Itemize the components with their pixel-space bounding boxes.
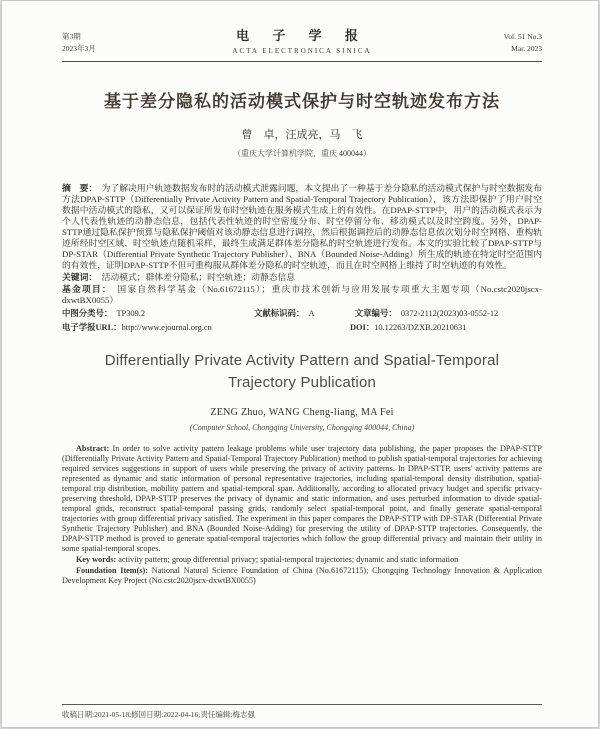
journal-name-cn: 电 子 学 报 — [236, 28, 368, 43]
authors-en: ZENG Zhuo, WANG Cheng-liang, MA Fei — [210, 406, 394, 418]
foundation-label-en: Foundation Item(s): — [76, 565, 152, 575]
url-doi-row — [62, 322, 542, 334]
journal-name-en: ACTA ELECTRONICA SINICA — [232, 47, 372, 55]
article-id-item — [355, 308, 542, 320]
clc-value: TP309.2 — [116, 309, 146, 318]
journal-url-item — [62, 322, 350, 334]
keywords-en — [62, 555, 542, 565]
abstract-text-cn: 为了解决用户轨迹数据发布时的活动模式泄露问题，本文提出了一种基于差分隐私的活动模式保护与时空数据发布方法DPAP-STTP（Differentially Private Activity Pattern and Spatial-Temporal Trajectory Publication），该方法即保护了用户时空数据中活动模式的隐私，又可以保证所发布时空轨迹在服务模式生成上的有效性。在DPAP-STTP中，用户的活动模式表示为个人代表性轨迹的动静态信息，包括代表性轨迹的时空密度分布、时空停留分布、移动模式以及时空跨度。另外，DPAP-STTP通过隐私保护预算与隐私保护阈值对该动静态信息进行调控，然后根据调控后的动静态信息依次划分时空网格、重构轨迹所经时空区域、时空轨迹点随机采样，最终生成满足群体差分隐私的时空轨迹进行发布。本文的实验比较了DPAP-STTP与DP-STAR（Differential Private Synthetic Trajectory Publisher）、BNA（Bounded Noise-Adding）所生成的轨迹在特定时空范围内的有效性，证明DPAP-STTP不但可重构服从群体差分隐私的时空轨迹，而且在时空网格上维持了时空轨迹的有效性。 — [62, 183, 542, 270]
doc-code-label: 文献标识码： — [254, 309, 309, 318]
journal-page — [2, 1, 598, 727]
issue-date-en: Mar. 2023 — [511, 44, 542, 53]
abstract-cn — [62, 183, 542, 271]
abstract-label-en: Abstract: — [76, 443, 113, 453]
doi-item — [350, 322, 542, 334]
journal-url-value: http://www.ejournal.org.cn — [121, 323, 212, 332]
classification-row — [62, 308, 542, 320]
fund-label-cn: 基金项目： — [62, 284, 118, 294]
article-id-value: 0372-2112(2023)03-0552-12 — [400, 309, 499, 318]
volume-number: Vol. 51 No.3 — [503, 32, 542, 41]
fund-text-cn: 国家自然科学基金（No.61672115）；重庆市技术创新与应用发展专项重大主题专项（No.cstc2020jscx-dxwtBX0055） — [62, 284, 543, 305]
keywords-label-en: Key words: — [76, 554, 119, 564]
clc-item — [62, 308, 254, 320]
issue-date-cn: 2023年3月 — [62, 44, 96, 53]
received-dates-footer: 收稿日期:2021-05-18;修回日期:2022-04-16;责任编辑:梅志强 — [62, 704, 542, 720]
article-id-label: 文章编号： — [354, 309, 401, 318]
affiliation-cn: （重庆大学计算机学院，重庆 400044） — [233, 149, 371, 158]
abstract-en — [62, 444, 542, 554]
journal-name-block — [154, 25, 450, 55]
doi-label: DOI： — [350, 323, 375, 332]
keywords-text-en: activity pattern; group differential privacy; spatial-temporal trajectories; dynamic and static information — [118, 554, 459, 564]
journal-url-label: 电子学报URL： — [62, 323, 122, 332]
journal-header — [62, 25, 542, 62]
abstract-text-en: In order to solve activity pattern leakage problems while user trajectory data publishing, the paper proposes the DPAP-STTP (Differentially Private Activity Pattern and Spatial-Temporal Trajectory Publication) method to publish spatial-temporal trajectories for achieving required services suggestions in support of users while preserving the privacy of activity patterns. In DPAP-STTP, users' activity patterns are represented as dynamic and static information of personal representative trajectories, including spatial-temporal density distribution, spatial-temporal trip distribution, mobility pattern and spatial-temporal span. Additionally, according to allocated privacy budget and specific privacy-preserving threshold, DPAP-STTP preserves the privacy of dynamic and static information, and uses perturbed information to divide spatial-temporal grids, reconstruct spatial-temporal passing grids, randomly select spatial-temporal point, and finally generate spatial-temporal trajectories with group differential privacy satisfied. The experiment in this paper compares the DPAP-STTP with DP-STAR (Differential Private Synthetic Trajectory Publisher) and BNA (Bounded Noise-Adding) for preserving the utility of DPAP-STTP trajectories. Consequently, the DPAP-STTP method is proved to generate spatial-temporal trajectories which follow the group differential privacy and maintain their utility in some spatial-temporal scopes. — [62, 443, 542, 553]
issue-info — [62, 31, 154, 55]
fund-item-cn — [62, 284, 542, 306]
paper-title-en: Differentially Private Activity Pattern and Spatial-Temporal Trajectory Publication — [104, 352, 500, 391]
doc-code-value: A — [308, 309, 315, 318]
affiliation-en: (Computer School, Chongqing University, Chongqing 400044, China) — [189, 422, 415, 432]
abstract-label-cn: 摘 要： — [62, 183, 102, 193]
doc-code-item — [254, 308, 355, 320]
foundation-item-en — [62, 566, 542, 586]
clc-label: 中图分类号： — [62, 309, 117, 318]
foundation-text-en: National Natural Science Foundation of China (No.61672115); Chongqing Technology Innovation & Application Development Key Project (No.cstc2020jscx-dxwtBX0055) — [62, 565, 542, 585]
doi-value: 10.12263/DZXB.20210631 — [374, 323, 467, 332]
issue-number: 第3期 — [62, 32, 81, 41]
keywords-cn — [62, 272, 542, 283]
keywords-label-cn: 关键词： — [62, 272, 102, 282]
keywords-text-cn: 活动模式；群体差分隐私；时空轨迹；动静态信息 — [101, 272, 296, 282]
authors-cn: 曾 卓，汪成亮，马 飞 — [241, 129, 363, 141]
paper-title-cn: 基于差分隐私的活动模式保护与时空轨迹发布方法 — [104, 92, 500, 111]
volume-info — [450, 31, 542, 55]
